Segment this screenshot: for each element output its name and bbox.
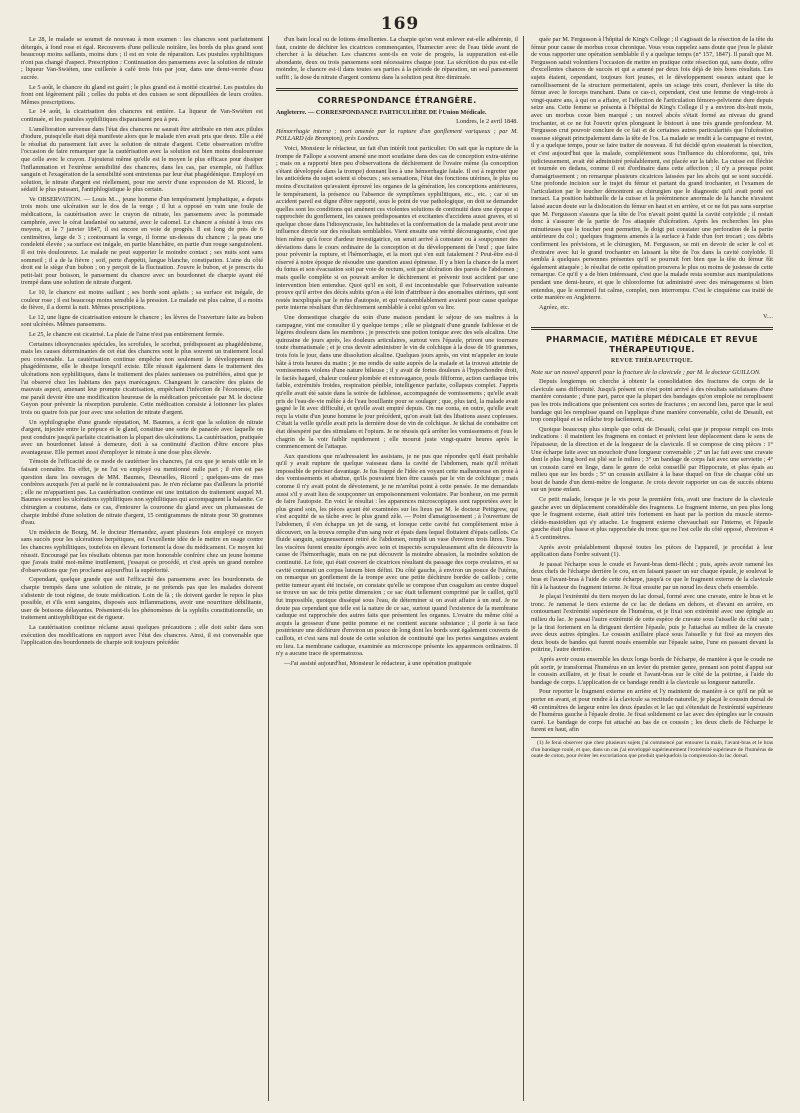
paragraph: Un médecin de Bourg, M. le docteur Hernandez, ayant plusieurs fois employé ce moyen sans succès pour les ulcérations herpétiques, est l'excellente idée de le mettre en usage contre les chancres syphilitiques, toutefois en élevant fortement la dose du médicament. Ce moyen lui réussit. Encouragé par les résultats obtenus par mon honorable confrère chez un jeune homme que j'avais traité moi-même inutilement, j'essayai ce procédé, et c'est après un grand nombre d'observations que j'en proclame aujourd'hui la supériorité. [21,528,263,574]
paragraph: Agréez, etc. [539,303,570,311]
paragraph: Le 14 août, la cicatrisation des chancres est entière. La liqueur de Van-Swiéten est continuée, et les pustules syphilitiques disparaissent peu à peu. [21,108,263,123]
paragraph: Témoin de l'efficacité de ce mode de cautériser les chancres, j'ai cru que je serais utile en le faisant connaître. En effet, je ne l'ai vu employé ou mentionné nulle part ; il n'en est pas question dans les ouvrages de MM. Baumes, Desruelles, Ricord ; quelques-uns de mes confrères auxquels j'en ai parlé ne le connaissaient pas. Je n'en réclame pas d'ailleurs la priorité ; elle ne m'appartient pas. La cautérisation continue est une imitation du traitement auquel M. Baumes soumet les ulcérations syphilitiques non syphilitiques qui accompagnent la balanite. Ce chirurgien a coutume, dans ce cas, d'entourer la couronne du gland avec un plumasseau de charpie imbibé d'une solution de nitrate d'argent, 15 centigrammes de nitrate pour 30 grammes d'eau. [21,458,263,527]
article-title: Hémorrhagie interne ; mort amenée par la rupture d'un gonflement variqueux ; par M. POLLARD (de Brompton), près Londres. [276,127,518,143]
foreign-dateline: Londres, le 2 avril 1848. [456,118,518,126]
paragraph: Le 28, le malade se soumet de nouveau à mon examen : les chancres sont parfaitement détergés, à fond rose et égal. Recouverts d'une pellicule noirâtre, les bords du plus grand sont beaucoup moins saillants, moins durs ; il est en voie de réparation. Les pustules syphilitiques n'ont pas changé d'aspect. Prescription : Continuation des pansemens avec la solution de nitrate ; liqueur Van-Swiéten, une cuillerée à café trois fois par jour, dans une demi-verrée d'eau sucrée. [21,36,263,81]
paragraph: Une domestique chargée du soin d'une maison pendant le séjour de ses maîtres à la campagne, vint me consulter il y quelque temps ; elle se plaignait d'une grande faiblesse et de légères douleurs dans les membres ; je prescrivis une potion tonique avec des sels alcalins. Une quinzaine de jours après, les douleurs articulaires, surtout vers l'épaule, prirent une tournure toute rhumatismale ; et je crus devoir administrer le vin de colchique à la dose de 10 grammes, trois fois le jour, dans une dissolution alcaline. Quelques jours après, on vint m'appeler en toute hâte à trois heures du matin ; je me rendis de suite auprès de la malade et la trouvai atteinte de vomissemens violens d'une nature bilieuse ; il y avait de fortes douleurs à l'hypochondre droit, le faciès hagard, chaleur couleur plombée et extravagance, pouls filiforme, action cardiaque très faible, extrémités froides, respiration pénible, intelligence parfaite, collapsus complet. J'appris qu'elle avait été saisie dans la soirée de faiblesse, accompagnée de vomissemens ; qu'elle avait pris de l'eau-de-vie mêlée à de l'eau bouillante pour se soulager ; que, plus tard, la malade avait gagné le lit avec difficulté, et qu'elle avait empiré depuis. On me conta, en outre, qu'elle avait reçu la visite d'un jeune homme le jour précédent, qu'on avait fait des libations assez copieuses. C'était la veille qu'elle avait pris la dernière dose de vin de colchique. Je tâchai de combattre cet état désespéré par des stimulans et l'opium. Je ne réussis qu'à arrêter les vomissemens et j'eus le chagrin de la voir faiblir rapidement ; elle mourut juste vingt-quatre heures après le commencement de l'attaque. [276,314,518,451]
paragraph: Certaines idiosyncrasies spéciales, les scrofules, le scorbut, prédisposent au phagédénisme, mais les causes déterminantes de cet état des chancres sont le plus souvent un traitement local peu convenable. La cautérisation continue empêche non seulement le développement du phagédénisme, elle le dissipe lorsqu'il existe. Elle réussit également dans le traitement des ulcérations non syphilitiques, dans le traitement des plaies sanieuses ou putréfiées, ainsi que je l'ai observé chez les habitans des pays marécageux. Changeant le caractère des plaies de mauvais aspect, amenant leur prompte cicatrisation, empêchant l'infection de l'économie, elle me paraît devoir être une modification heureuse de la médication préconisée par M. le docteur Guyon pour prévenir la résorption purulente. Cette médication consiste à lotionner les plaies trois ou quatre fois par jour avec une solution de nitrate d'argent. [21,340,263,416]
foreign-lead: Angleterre. — CORRESPONDANCE PARTICULIÈRE DE l'Union Médicale. [276,108,487,116]
paragraph: Le 5 août, le chancre du gland est guéri ; le plus grand est à moitié cicatrisé. Les pustules du front ont légèrement pâli ; celles du pubis et des cuisses se sont dépouillées de leurs croûtes. Mêmes prescriptions. [21,83,263,106]
section-heading-foreign: CORRESPONDANCE ÉTRANGÈRE. [317,94,477,105]
subheading-revue: REVUE THÉRAPEUTIQUE. [611,357,693,364]
paragraph: Ve OBSERVATION. — Louis M..., jeune homme d'un tempérament lymphatique, a depuis trois mois une ulcération sur le dos de la verge ; il lui a opposé en vain une foule de médications, la cautérisation avec le crayon de nitrate, les pansemens avec la pommade camphrée, avec le cérat laudanisé ou saturné, avec le calomel. Le chancre a résisté à tous ces moyens, et le 7 janvier 1847, il est encore en voie de progrès. Il est long de près de 6 centimètres, large de 3 ; contournant la verge, il forme un-dessus du chancre ; la peau une rondeleté élevée ; sa surface est inégale, en partie blanchâtre, en partie d'un rouge sanguinolent. Il est très douloureux. Le malade ne peut supporter le moindre contact ; ses nuits sont sans sommeil ; il a de la fièvre ; soif, perte d'appétit, langue blanche, constipation. L'aine du côté droit est le siège d'un bubon ; on y perçoit de la fluctuation. J'ouvre le bubon, et je prescris du petit-lait pour boisson, le pansement du chancre avec un bourdonnet de charpie ayant été trempé dans une solution de nitrate d'argent. [21,195,263,287]
paragraph: L'amélioration survenue dans l'état des chancres ne saurait être attribuée en rien aux pilules d'iodure, puisqu'elle était déjà manifeste alors que le malade n'en avait pris que deux. Elle a été le résultat du pansement fait avec la solution de nitrate d'argent. Cette observation m'offre l'occasion de faire remarquer que la cautérisation avec la solution est bien moins douloureuse que celle avec le crayon. J'ajouterai même qu'elle est le moyen le plus efficace pour dissiper l'inflammation et l'extrême sensibilité des chancres, dans les cas, par exemple, où l'afflux sanguin et l'exagération de la sensibilité sont entretenus par leur état phagédénique. Employé en solution, le nitrate d'argent est réellement, pour me servir d'une expression de M. Ricord, le sédatif le plus puissant, l'antiphlogistique le plus certain. [21,125,263,194]
paragraph: Après avoir cousu ensemble les deux longs bords de l'écharpe, de manière à que le coude ne pût sortir, je transformai l'humérus en un levier du premier genre, prenant son point d'appui sur le coussin axillaire, et je fixai le coude et l'avant-bras sur le côté de la poitrine, à l'aide du bandage de corps. L'application de ce bandage rendit à la clavicule sa longueur naturelle. [531,655,773,686]
page-number: 169 [380,14,420,34]
column-1-paragraphs [21,36,263,647]
column-2-paragraphs [276,145,518,667]
paragraph: Depuis longtemps on cherche à obtenir la consolidation des fractures du corps de la clavicule sans difformité. Jusqu'à présent on n'est point arrivé à des résultats satisfaisans d'une manière constante ; d'une part, parce que la plupart des bandages qu'on emploie ne remplissent pas les trois indications que présentent ces sortes de fractures ; en second lieu, parce que le seul bandage qui les remplisse quand on l'applique d'une manière convenable, celui de Desault, est trop compliqué et se relâche trop facilement, etc. [531,378,773,424]
paragraph: —J'ai assisté aujourd'hui, Monsieur le rédacteur, à une opération pratiquée [284,659,472,667]
paragraph: Quoique beaucoup plus simple que celui de Desault, celui que je propose rempli ces trois indications : il maintient les fragmens en contact et prévient leur déplacement dans le sens de l'épaisseur, de la direction et de la longueur de la clavicule. Il se compose de cinq pièces : 1° Une écharpe faite avec un mouchoir d'une longueur convenable ; 2° un lac fait avec une cravate dont le plus long bord est plié sur le milieu ; 3° un bandage de corps fait avec une serviette ; 4° un coussin carré en linge, dans le genre de celui conseillé par Hippocrate, et plus épais au milieu que sur les bords ; 5° un coussin axillaire à la base duquel on fixe de chaque côté un bout de bande d'un demi-mètre de longueur. Je crois devoir rapporter un cas de succès obtenu sur un jeune enfant. [531,425,773,494]
column-2 [276,36,518,1104]
paragraph: Après avoir préalablement disposé toutes les pièces de l'appareil, je procédai à leur application dans l'ordre suivant (1). [531,543,773,559]
paragraph: Pour reporter le fragment externe en arrière et l'y maintenir de manière à ce qu'il ne pût se porter en avant, et pour rendre à la clavicule sa rectitude naturelle, je plaçai le coussin dorsal de 48 centimètres de largeur entre les deux épaules et le lac qui s'étendait de l'extrémité supérieure de l'humérus gauche à l'épaule droite. Je fixai solidement ce lac avec des épingles sur le coussin carré. Le bandage de corps fut attaché au bas de ce coussin ; les deux chefs de l'écharpe le furent en haut, afin [531,688,773,734]
paragraph: Je passai l'écharpe sous le coude et l'avant-bras demi-fléchi ; puis, après avoir ramené les deux chefs de l'écharpe derrière le cou, en en faisant passer un sur chaque épaule, je soulevai le bras et l'avant-bras à l'aide de cette écharpe, jusqu'à ce que le fragment externe de la clavicule fût à la hauteur du fragment interne. Je fixai ensuite par un nœud les deux chefs ensemble. [531,560,773,591]
note-title: Note sur un nouvel appareil pour la fracture de la clavicule ; par M. le docteur GUILLON. [531,368,761,376]
paragraph: Aux questions que m'adressaient les assistans, je ne pus que répondre qu'il était probable qu'il y avait rupture de quelque vaisseau dans la cavité de l'abdomen, mais qu'il m'était impossible de préciser davantage. Je fus frappé de l'idée en voyant cette malheureuse en proie à des vomissements et abattue, qu'ils pouvaient bien être causés par le vin de colchique ; mais comme il n'y avait point de dévoiement, je ne m'arrêtai point à cette pensée. Je me demandais aussi s'il y avait lieu de soupçonner un empoisonnement volontaire. Par bonheur, on me permit de faire l'autopsie. En voici le résultat : les apparences microscopiques sont rapportées avec le plus grand soin, les pièces ayant été examinées sur les lieux par M. le docteur Pettigrew, qui s'est acquitté de sa tâche avec le plus grand zèle. — Point d'amaigrissement ; à l'ouverture de l'abdomen, il s'en échappa un jet de sang, et lorsque cette cavité fut complètement mise à découvert, on la trouva remplie d'un sang noir et épais dans lequel flottaient d'épais caillots. Ce fluide sanguin, soigneusement retiré de l'abdomen, remplit un vase d'environ trois litres. Tous les viscères furent ensuite épongés avec soin et inspectés scrupuleusement afin de découvrir la cause de l'hémorrhagie, mais on ne put découvrir la moindre abrasion, la moindre solution de continuité. Le foie, qui était couvert de cicatrices résultant du passage des corps ovulaires, et sa cavité contenait un corpus luteum bien défini. Du côté gauche, à environ un pouce de l'utérus, on remarque un gonflement de la trompe avec une petite déchirure bordée de caillots ; cette petite tumeur ayant été incisée, on constate qu'elle se compose d'un coagulum au centre duquel se trouve un sac de très petite dimension ; ce sac était tellement comprimé par le caillot, qu'il fut impossible, quoique disséqué sous l'eau, de déterminer si on avait affaire à un œuf. Je ne doute pas cependant que telle est la nature de ce sac, surtout quand l'existence de la membrane caduque est rapprochée des autres faits que présentent les organes. L'ovaire du même côté a acquis la grosseur d'une petite pomme et ne contient aucune substance ; il porte à sa face postérieure une déchirure d'environ un pouce de long dont les bords sont également couverts de caillots, et c'est sans nul doute de cette solution de continuité que les pertes sanguines avaient eu lieu. La membrane caduque, examinée au microscope présente les apparences ordinaires. Il n'y a aucune trace de spermatozoa. [276,452,518,658]
paragraph: Un syphilographe d'une grande réputation, M. Baumes, a écrit que la solution de nitrate d'argent, injectée entre le prépuce et le gland, constitue une sorte de panacée avec laquelle on peut conduire jusqu'à parfaite cicatrisation la plupart des ulcérations. La cautérisation, pratiquée avec un bourdonnet laissé à demeure, doit à sa continuité d'action d'être encore plus avantageuse. Elle permet aussi d'employer le nitrate à une dose plus élevée. [21,418,263,456]
paragraph: Le 10, le chancre est moins saillant ; ses bords sont aplatis ; sa surface est inégale, de couleur rose ; il est beaucoup moins sensible à la pression. Le malade est plus calme, il a moins de fièvre, il a dormi la nuit. Mêmes prescriptions. [21,289,263,312]
column-3-paragraphs [531,378,773,734]
column-3-intro [531,36,773,311]
column-2-intro [276,36,518,82]
paragraph: quée par M. Fergusson à l'hôpital de King's College ; il s'agissait de la résection de la tête du fémur pour cause de morbus coxæ chronique. Vous vous rappelez sans doute que j'eus le plaisir de vous rapporter une opération semblable il y a quelque temps (n° 157, 1847). Il paraît que M. Fergusson saisit volontiers l'occasion de mettre en pratique cette résection qui, sans doute, offre d'excellentes chances de succès et qui a amené par deux fois déjà de très bons résultats. Les sujets étaient, cependant, toujours fort jeunes, et le développement osseux autant que le ramollissement de la structure permettaient, après un sciage très court, d'enlever la tête du fémur avec le forceps tranchant. Dans ce cas-ci, cependant, c'est une femme de vingt-trois à vingt-quatre ans, à qui on a affaire, et l'affection de l'articulation fémoro-pelvienne dure depuis seize ans. Cette femme se présenta à l'hôpital de King's College il y a environ dix-huit mois, avec un morbus coxæ bien marqué ; un nouvel abcès s'était formé au niveau du grand trochanter, et ce ne fut l'ouvrir qu'en plongeant le bistouri à une très grande profondeur. M. Fergusson crut pouvoir conclure de ce fait et de certaines autres particularités que l'ulcération osseuse siégeait principalement dans la tête de l'os. La malade se rendit à la campagne et revint, il y a quelque temps, pour se faire traiter de nouveau. Il fut décidé qu'on essaierait la résection, et c'est aujourd'hui que la malade, complètement sous l'influence du chloroforme, qui, très judicieusement, avait été administré préalablement, est placée sur la table. La cuisse est fléchie et tournée en dedans, comme il est d'ordinaire dans cette affection ; il n'y a presque point d'amaigrissement ; on remarque plusieurs cicatrices laissées par les abcès qui se sont succédé. Une profonde incision sur le trajet du fémur et partant du grand trochanter, et l'examen de l'articulation par le toucher démontrent au chirurgien que le diagnostic qu'il avait porté est inexact. La position habituelle de la cuisse et la prééminence anormale de la hanche n'avaient laissé aucun doute sur la dislocation du fémur en haut et en arrière, et ce ne fut pas sans surprise que M. Fergusson s'assura que la tête de l'os n'avait point quitté la cavité cotyloïde ; il restait donc à s'assurer de la partie de l'os attaquée d'ulcération. Après les recherches les plus minutieuses que le toucher peut permettre, le doigt put constater une perforation de la partie antérieure du col ; quelques fragmens amenés à la surface à l'aide d'un fort trocart ; ces débris confirment les prévisions, et le chirurgien, M. Fergusson, se mit en devoir de scier le col et d'extraire avec lui le grand trochanter en laissant la tête de l'os dans la cavité cotyloïde. Il sembla à quelques personnes présentes qu'il se pourrait fort bien que la tête du fémur fût également attaquée ; le résultat de cette opération prouvera le plus ou moins de justesse de cette remarque. Ce qu'il y a de bien intéressant, c'est que la malade resta soumise aux manipulations pendant une demi-heure, et que le chloroforme fut administré avec des ménagemens si bien entendus, que le sommeil fut calme, complet, non interrompu. C'est le cinquième cas traité de cette manière en Angleterre. [531,36,773,302]
paragraph: Le 12, une ligne de cicatrisation entoure le chancre ; les lèvres de l'ouverture faite au bubon sont ulcérées. Mêmes pansemens. [21,313,263,329]
paragraph: Ce petit malade, lorsque je le vis pour la première fois, avait une fracture de la clavicule gauche avec un déplacement considérable des fragmens. Le fragment interne, un peu plus long que le fragment externe, était attiré très fortement en haut par la portion du muscle sterno-cléido-mastoïdien qui s'y attache. Le fragment externe chevauchait sur l'interne, et l'épaule gauche était plus basse et plus rapprochée du tronc que ne l'est celle du côté opposé, d'environ 4 à 5 centimètres. [531,496,773,542]
section-heading-pharmacie: PHARMACIE, MATIÈRE MÉDICALE ET REVUE THÉRAPEUTIQUE. [546,333,758,354]
paragraph: d'un bain local ou de lotions émollientes. La charpie qu'on veut enlever est-elle adhérente, il faut, crainte de déchirer les cicatrices commençantes, l'humecter avec de l'eau tiède avant de chercher à la détacher. Les chancres sont-ils en voie de progrès, la suppuration est-elle abondante, deux ou trois pansemens sont nécessaires chaque jour. La sécrétion du pus est-elle moindre, le chancre est-il dans toutes ses parties à la période de réparation, un seul pansement suffit ; la dose du nitrate d'argent contenu dans la solution peut être diminuée. [276,36,518,81]
paragraph: Je plaçai l'extrémité du tiers moyen du lac dorsal, formé avec une cravate, entre le bras et le tronc. Je ramenai le tiers externe de ce lac de dedans en dehors, et d'avant en arrière, en contournant l'extrémité supérieure de l'humérus, et je fixai son extrémité avec une épingle au milieu du lac. Je passai l'autre extrémité de cette espèce de cravate sous l'aisselle du côté sain ; je la tirai fortement en la dirigeant derrière l'épaule, puis je l'attachai au milieu de la cravate avec deux autres épingles. Le coussin axillaire placé sous l'aisselle y fut fixé au moyen des deux bouts de bandes qui furent noués ensemble sur l'épaule saine, l'une en passant devant la poitrine, l'autre derrière. [531,593,773,654]
column-3 [531,36,773,1104]
footnote: (1) Je ferai observer que chez plusieurs sujets j'ai commencé par entourer la main, l'avant-bras et le bras d'un bandage roulé, et que, dans un cas j'ai enveloppé supérieurement l'extrémité supérieure de l'humérus de ouate de coton, pour éviter les excoriations que produit quelquefois la compression du lac dorsal. [531,737,773,760]
column-1 [21,36,263,1104]
paragraph: Le 25, le chancre est cicatrisé. La plaie de l'aine n'est pas entièrement fermée. [29,330,225,338]
column-rule-left [268,36,269,1101]
paragraph: Voici, Monsieur le rédacteur, un fait d'un intérêt tout particulier. On sait que la rupture de la trompe de Fallope a souvent amené une mort soudaine dans des cas de conception extra-utérine ; mais on a rapporté bien peu d'observations de déchirement de l'ovaire même (la conception s'étant développée dans la trompe) donnant lieu à une hémorrhagie fatale. Il est à regretter que les anticédens du sujet soient si obscurs ; ses sensations, l'état des fonctions utérines, le plus ou moins d'excitation qu'avaient éprouvé les organes de la génération, les conceptions antérieures, le tempérament, la présence ou l'absence de symptômes syphilitiques, etc., etc. ; car si un accident pareil est digne d'être rapporté, sous le point de vue pathologique, on doit se demander quelles sont les conditions qui amènent ces violentes solutions de continuité dans une époque si rapprochée du gonflement, les causes prédisposantes et excitantes d'accidens aussi graves, et si quelque chose dans l'idiosyncrasie, les habitudes et la conformation de la malade peut avoir une influence directe sur des résultats semblables. Vient ensuite une vérité décourageante, c'est que bien même qu'à force d'ardeur investigatrice, on serait arrivé à constater ou à soupçonner des déviations dans le cours ordinaire de la conception et du développement de l'œuf ; que faire pour prévenir la rupture, et l'hémorrhagie, et la mort qui s'en suit fatalement ? Peut-être est-il réservé à notre époque de résoudre une question aussi épineuse. Il y a bien la chance de la mort du fœtus et son évacuation soit par voie de rectum, soit par ulcération des parois de l'abdomen ; mais quelle complète si on pouvait arrêter le déchirement et prévenir tout accident par une intervention bien entendue. Quoi qu'il en soit, il est incontestable que l'observation suivante prouve qu'il arrive des décès subits qu'on a été loin d'attribuer à des anomalies utérines, qui sont restés inexpliqués par le refus d'autopsie, et qui vraisemblablement avaient pour cause quelque perte interne résultant d'un déchirement semblable à celui qu'on va lire. [276,144,518,312]
paragraph: La cautérisation continue réclame aussi quelques précautions ; elle doit subir dans son exécution des modifications en rapport avec l'état des chancres. Ainsi, il est convenable que l'application des bourdonnets de charpie soit toujours précédée [21,623,263,647]
column-rule-right [523,36,524,1101]
section-separator-2 [531,327,773,330]
signature: V.... [762,313,773,321]
paragraph: Cependant, quelque grande que soit l'efficacité des pansemens avec les bourdonnets de charpie trempés dans une solution de nitrate, je ne prétends pas que les malades doivent s'abstenir de tout régime, de toute médication. Loin de là ; ils doivent garder le repos le plus possible, et s'ils sont sanguins, disposés aux inflammations, avoir une nourriture débilitante, user de boissons délayantes. Présentent-ils les phénomènes de la syphilis constitutionnelle, un traitement antisyphilitique est de rigueur. [21,576,263,622]
section-separator [276,88,518,91]
